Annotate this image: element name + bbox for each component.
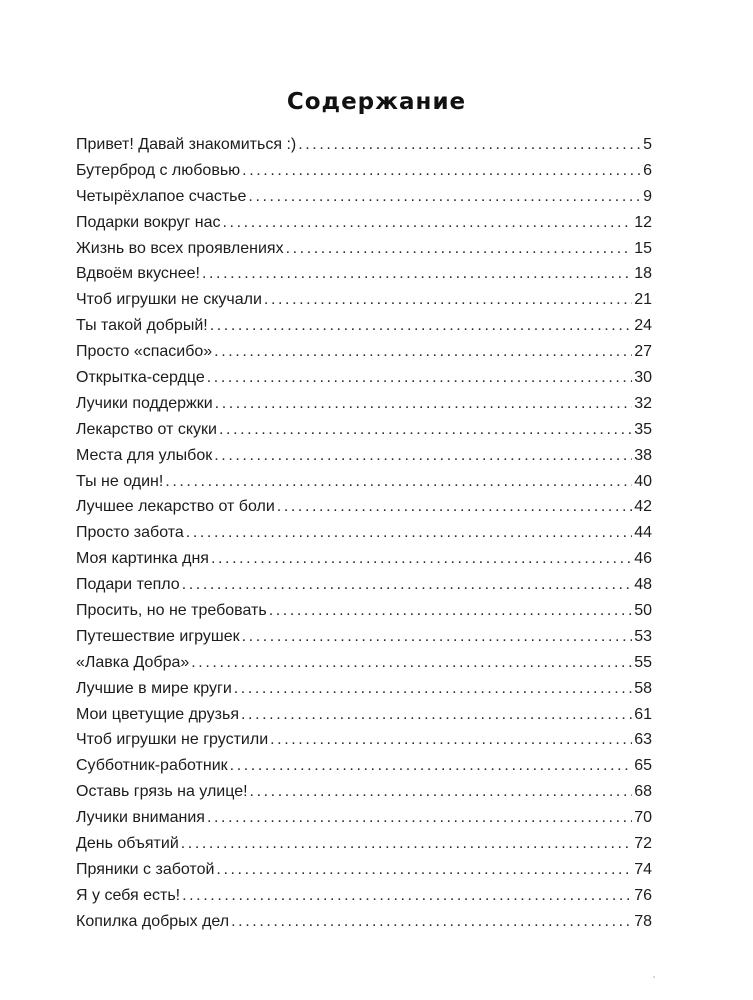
toc-entry-page-number: 78 [634, 912, 652, 930]
toc-dot-leader [286, 236, 633, 262]
toc-entry-label: Просить, но не требовать [76, 602, 267, 620]
toc-entry-label: Лучики поддержки [76, 394, 213, 412]
toc-entry-page-number: 35 [634, 420, 652, 438]
toc-entry-page-number: 46 [634, 550, 652, 568]
toc-entry[interactable] [76, 339, 652, 365]
toc-entry-label: Пряники с заботой [76, 860, 215, 878]
toc-entry-page-number: 61 [634, 705, 652, 723]
toc-dot-leader [165, 469, 632, 495]
toc-dot-leader [270, 727, 632, 753]
toc-entry-page-number: 50 [634, 602, 652, 620]
toc-dot-leader [186, 520, 632, 546]
toc-entry-page-number: 6 [643, 161, 652, 179]
toc-entry[interactable] [76, 909, 652, 935]
toc-entry-label: Просто «спасибо» [76, 343, 213, 361]
toc-entry-label: Просто забота [76, 524, 184, 542]
toc-entry-page-number: 68 [634, 783, 652, 801]
toc-entry-label: «Лавка Добра» [76, 653, 190, 671]
toc-entry-page-number: 27 [634, 343, 652, 361]
toc-entry[interactable] [76, 391, 652, 417]
toc-entry-label: Вдвоём вкуснее! [76, 265, 200, 283]
toc-entry-page-number: 48 [634, 576, 652, 594]
toc-entry[interactable] [76, 676, 652, 702]
toc-entry-label: Жизнь во всех проявлениях [76, 239, 284, 257]
page-speck [653, 976, 655, 978]
toc-entry-label: Оставь грязь на улице! [76, 783, 248, 801]
toc-entry-page-number: 55 [634, 653, 652, 671]
toc-entry-label: Чтоб игрушки не грустили [76, 731, 269, 749]
toc-entry-page-number: 42 [634, 498, 652, 516]
toc-entry-label: Ты такой добрый! [76, 317, 208, 335]
toc-dot-leader [191, 650, 632, 676]
toc-entry[interactable] [76, 598, 652, 624]
toc-entry-page-number: 21 [634, 291, 652, 309]
toc-entry-page-number: 24 [634, 317, 652, 335]
toc-entry-label: Привет! Давай знакомиться :) [76, 136, 297, 153]
toc-dot-leader [182, 883, 632, 909]
toc-entry[interactable] [76, 727, 652, 753]
toc-entry-label: День объятий [76, 835, 179, 853]
toc-entry-page-number: 5 [643, 136, 652, 153]
toc-entry-label: Чтоб игрушки не скучали [76, 291, 262, 309]
toc-entry-label: Четырёхлапое счастье [76, 187, 247, 205]
toc-entry-label: Лучики внимания [76, 809, 205, 827]
toc-entry[interactable] [76, 702, 652, 728]
toc-dot-leader [264, 287, 632, 313]
toc-dot-leader [223, 210, 633, 236]
toc-entry-label: Открытка-сердце [76, 369, 205, 387]
toc-entry-label: Мои цветущие друзья [76, 705, 239, 723]
toc-entry[interactable] [76, 857, 652, 883]
toc-entry-label: Лекарство от скуки [76, 420, 217, 438]
toc-entry[interactable] [76, 132, 652, 158]
toc-dot-leader [230, 753, 633, 779]
toc-entry[interactable] [76, 883, 652, 909]
toc-entry-label: Лучшее лекарство от боли [76, 498, 275, 516]
toc-dot-leader [216, 857, 632, 883]
toc-dot-leader [215, 391, 633, 417]
toc-entry[interactable] [76, 313, 652, 339]
toc-entry-label: Подарки вокруг нас [76, 213, 221, 231]
toc-entry-page-number: 58 [634, 679, 652, 697]
toc-dot-leader [277, 494, 632, 520]
toc-entry-page-number: 70 [634, 809, 652, 827]
toc-entry-page-number: 18 [634, 265, 652, 283]
toc-entry-label: Бутерброд с любовью [76, 161, 241, 179]
toc-entry[interactable] [76, 494, 652, 520]
toc-entry[interactable] [76, 779, 652, 805]
toc-dot-leader [250, 779, 633, 805]
toc-entry[interactable] [76, 753, 652, 779]
toc-entry[interactable] [76, 805, 652, 831]
toc-entry[interactable] [76, 624, 652, 650]
toc-entry-label: Места для улыбок [76, 446, 213, 464]
toc-entry[interactable] [76, 831, 652, 857]
toc-entry-page-number: 32 [634, 394, 652, 412]
toc-entry-page-number: 74 [634, 860, 652, 878]
toc-entry-label: Ты не один! [76, 472, 164, 490]
toc-entry-page-number: 76 [634, 886, 652, 904]
toc-entry-page-number: 72 [634, 835, 652, 853]
toc-entry[interactable] [76, 287, 652, 313]
toc-entry-page-number: 44 [634, 524, 652, 542]
toc-entry-page-number: 38 [634, 446, 652, 464]
toc-dot-leader [298, 132, 641, 158]
toc-entry[interactable] [76, 572, 652, 598]
toc-entry-label: Копилка добрых дел [76, 912, 230, 930]
toc-dot-leader [181, 831, 632, 857]
toc-dot-leader [242, 158, 641, 184]
toc-entry[interactable] [76, 546, 652, 572]
toc-entry-page-number: 30 [634, 369, 652, 387]
toc-entry-page-number: 15 [634, 239, 652, 257]
toc-entry[interactable] [76, 520, 652, 546]
toc-entry-label: Подари тепло [76, 576, 180, 594]
toc-dot-leader [242, 624, 633, 650]
toc-dot-leader [269, 598, 633, 624]
toc-dot-leader [211, 546, 632, 572]
toc-entry-label: Путешествие игрушек [76, 627, 240, 645]
toc-entry-label: Субботник-работник [76, 757, 228, 775]
toc-entry-page-number: 9 [643, 187, 652, 205]
toc-dot-leader [207, 365, 632, 391]
toc-dot-leader [234, 676, 632, 702]
toc-entry[interactable] [76, 184, 652, 210]
toc-entry-page-number: 40 [634, 472, 652, 490]
toc-entry[interactable] [76, 236, 652, 262]
toc-dot-leader [214, 443, 632, 469]
toc-entry[interactable] [76, 469, 652, 495]
toc-dot-leader [202, 261, 632, 287]
toc-entry[interactable] [76, 158, 652, 184]
page-title: Содержание [286, 89, 467, 116]
toc-entry[interactable] [76, 210, 652, 236]
toc-entry-page-number: 65 [634, 757, 652, 775]
toc-dot-leader [248, 184, 641, 210]
toc-entry[interactable] [76, 261, 652, 287]
toc-dot-leader [231, 909, 632, 935]
toc-entry[interactable] [76, 417, 652, 443]
toc-entry-label: Я у себя есть! [76, 886, 181, 904]
table-of-contents [76, 132, 652, 935]
toc-dot-leader [241, 702, 632, 728]
toc-entry-label: Лучшие в мире круги [76, 679, 232, 697]
toc-entry[interactable] [76, 443, 652, 469]
toc-entry-label: Моя картинка дня [76, 550, 209, 568]
toc-dot-leader [182, 572, 633, 598]
toc-dot-leader [207, 805, 632, 831]
toc-entry-page-number: 53 [634, 627, 652, 645]
toc-entry-page-number: 12 [634, 213, 652, 231]
toc-dot-leader [219, 417, 632, 443]
toc-entry-page-number: 63 [634, 731, 652, 749]
toc-entry[interactable] [76, 365, 652, 391]
toc-entry[interactable] [76, 650, 652, 676]
toc-dot-leader [214, 339, 632, 365]
toc-dot-leader [210, 313, 633, 339]
